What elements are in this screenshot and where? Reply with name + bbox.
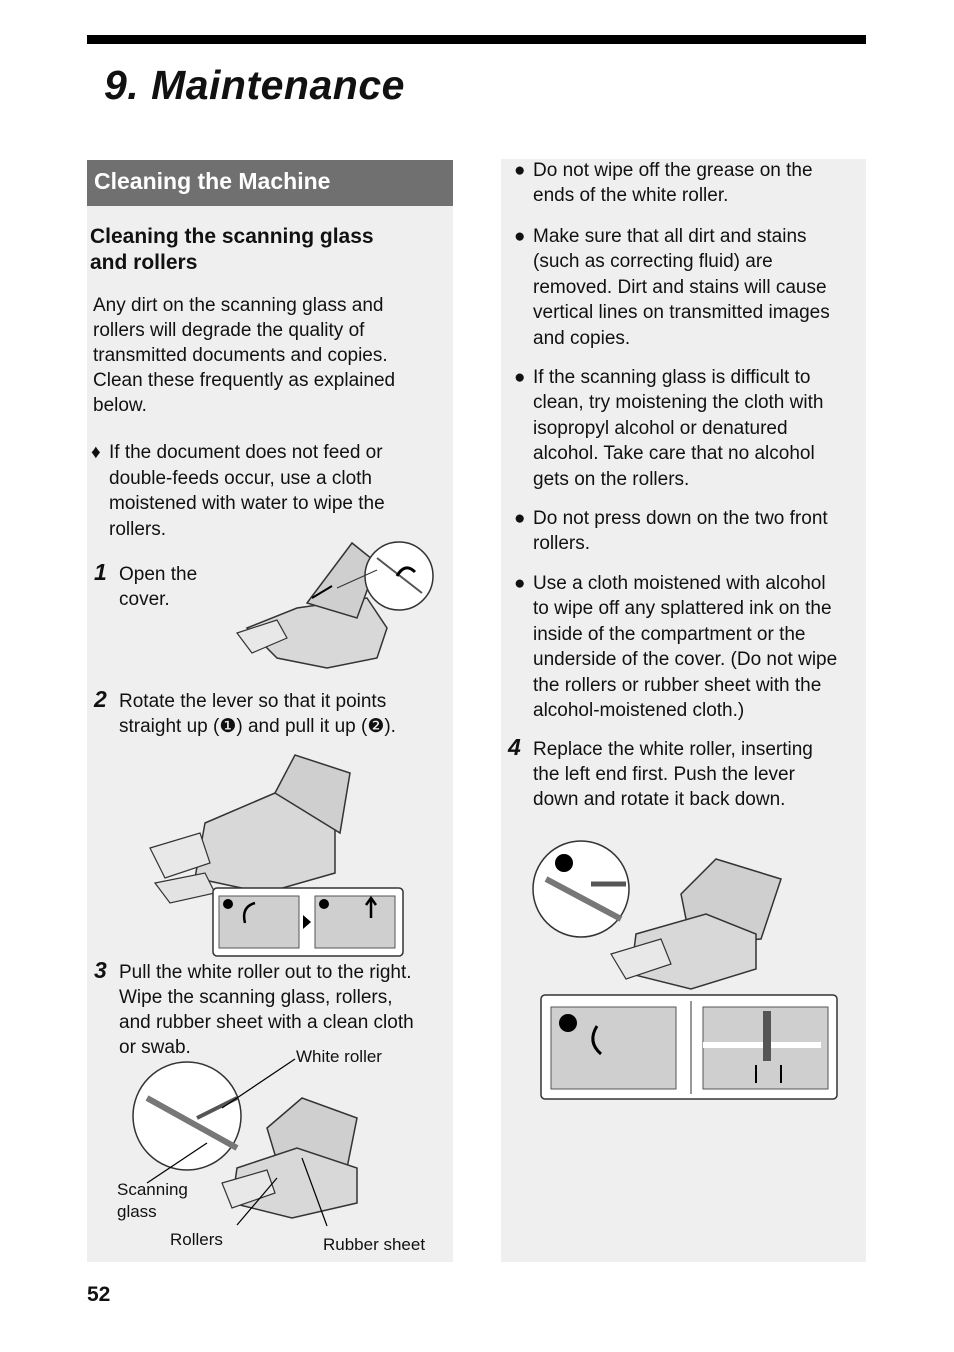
step-line: the left end first. Push the lever xyxy=(533,764,795,785)
bullet-text xyxy=(533,506,863,557)
step-line: Open the xyxy=(119,564,198,585)
step-text xyxy=(119,562,197,612)
bullet-line: inside of the compartment or the xyxy=(533,623,806,645)
rubber-sheet-callout: Rubber sheet xyxy=(323,1235,426,1254)
step-number: 3 xyxy=(94,957,107,983)
bullet-dot-icon: ● xyxy=(514,508,526,529)
bullet-line: If the scanning glass is difficult to xyxy=(533,367,811,388)
rotate-lever-illustration xyxy=(145,753,405,958)
subsection-title-line: and rollers xyxy=(90,251,198,274)
bullet-dot-icon: ● xyxy=(514,226,526,247)
bullet-line: rollers. xyxy=(533,533,591,555)
bullet-line: (such as correcting fluid) are xyxy=(533,251,773,273)
step-line: Rotate the lever so that it points xyxy=(119,691,387,712)
bullet-text xyxy=(533,158,863,209)
bullet-line: Do not wipe off the grease on the xyxy=(533,160,813,181)
bullet-line: the rollers or rubber sheet with the xyxy=(533,674,822,696)
open-cover-illustration xyxy=(237,538,437,678)
bullet-line: removed. Dirt and stains will cause xyxy=(533,276,827,298)
white-roller-callout: White roller xyxy=(296,1047,382,1066)
callout-line: Scanning xyxy=(117,1180,188,1199)
step-line: Pull the white roller out to the right. xyxy=(119,962,412,983)
bullet-line: Use a cloth moistened with alcohol xyxy=(533,573,826,594)
callout-line: glass xyxy=(117,1202,157,1221)
intro-line: rollers will degrade the quality of xyxy=(93,320,365,341)
step-number: 4 xyxy=(508,734,521,760)
bullet-line: isopropyl alcohol or denatured xyxy=(533,417,788,439)
bullet-dot-icon: ● xyxy=(514,573,526,594)
tip-text xyxy=(109,440,429,542)
diamond-bullet-icon: ♦ xyxy=(91,442,101,463)
bullet-line: alcohol. Take care that no alcohol xyxy=(533,443,815,465)
step-line: and rubber sheet with a clean cloth xyxy=(119,1012,414,1033)
step-text xyxy=(119,689,396,739)
intro-line: transmitted documents and copies. xyxy=(93,345,388,366)
section-header-bar xyxy=(87,160,453,206)
chapter-title: 9. Maintenance xyxy=(104,62,405,108)
tip-line: rollers. xyxy=(109,518,167,540)
tip-line: If the document does not feed or xyxy=(109,442,383,463)
top-rule xyxy=(87,35,866,44)
step-line: cover. xyxy=(119,589,170,610)
bullet-text xyxy=(533,571,873,723)
bullet-line: vertical lines on transmitted images xyxy=(533,302,830,324)
section-title: Cleaning the Machine xyxy=(94,168,331,194)
step-line: Replace the white roller, inserting xyxy=(533,739,813,760)
step-line: or swab. xyxy=(119,1037,191,1058)
step-number: 2 xyxy=(94,686,107,712)
bullet-line: Make sure that all dirt and stains xyxy=(533,226,807,247)
replace-roller-illustration xyxy=(531,839,841,1104)
bullet-dot-icon: ● xyxy=(514,160,526,181)
step-text xyxy=(533,737,813,812)
bullet-line: and copies. xyxy=(533,327,631,349)
subsection-title xyxy=(90,224,430,276)
intro-paragraph xyxy=(93,293,443,418)
intro-line: Clean these frequently as explained xyxy=(93,370,396,391)
step-line: straight up (❶) and pull it up (❷). xyxy=(119,716,396,737)
intro-line: Any dirt on the scanning glass and xyxy=(93,295,384,316)
tip-line: double-feeds occur, use a cloth xyxy=(109,467,373,489)
bullet-text xyxy=(533,365,863,492)
step-line: down and rotate it back down. xyxy=(533,789,786,810)
step-text xyxy=(119,960,414,1060)
rollers-callout: Rollers xyxy=(170,1230,223,1249)
subsection-title-line: Cleaning the scanning glass xyxy=(90,225,374,248)
bullet-dot-icon: ● xyxy=(514,367,526,388)
bullet-text xyxy=(533,224,863,351)
right-column xyxy=(501,159,866,1262)
bullet-line: ends of the white roller. xyxy=(533,185,729,207)
step-number: 1 xyxy=(94,559,107,585)
bullet-line: underside of the cover. (Do not wipe xyxy=(533,649,838,671)
step-line: Wipe the scanning glass, rollers, xyxy=(119,987,393,1008)
bullet-line: gets on the rollers. xyxy=(533,468,690,490)
page-number: 52 xyxy=(87,1283,111,1306)
bullet-line: to wipe off any splattered ink on the xyxy=(533,598,832,620)
bullet-line: clean, try moistening the cloth with xyxy=(533,392,824,414)
tip-line: moistened with water to wipe the xyxy=(109,493,385,514)
left-column xyxy=(87,160,453,1262)
bullet-line: Do not press down on the two front xyxy=(533,508,828,529)
bullet-line: alcohol-moistened cloth.) xyxy=(533,700,745,722)
intro-line: below. xyxy=(93,395,147,416)
scanning-glass-callout xyxy=(117,1179,188,1223)
